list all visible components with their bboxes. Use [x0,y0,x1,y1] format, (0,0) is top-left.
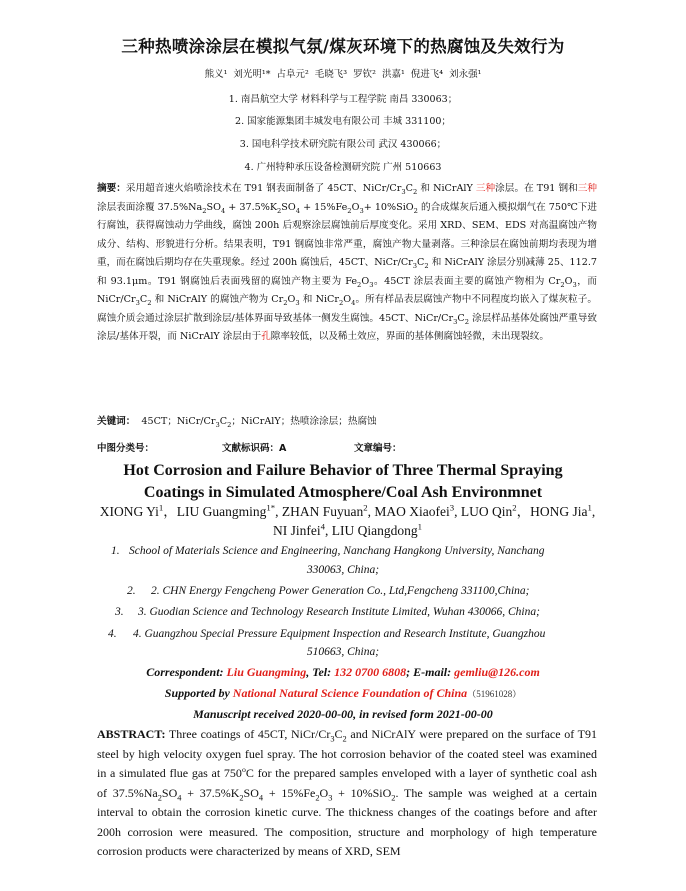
manuscript-dates: Manuscript received 2020-00-00, in revised form 2021-00-00 [193,707,493,721]
english-affiliation-3: 3. Guodian Science and Technology Research Institute Limited, Wuhan 430066, China; [138,606,540,618]
english-title: Hot Corrosion and Failure Behavior of Three Thermal Spraying Coatings in Simulated Atmosphere/Coal Ash Environmnet [123,462,563,501]
telephone: 132 0700 6808 [334,665,407,679]
email-link[interactable]: gemliu@126.com [454,665,540,679]
english-authors: XIONG Yi$^1$，LIU Guangming$^{1*}$, ZHAN Fuyuan$^2$, MAO Xiaofei$^3$, LUO Qin$^2$，HONG Jia$^1$, NI Jinfei$^4$, LIU Qiangdong$^1$ [99,502,596,538]
clc-number: 中图分类号： [97,443,155,454]
correspondent-name: Liu Guangming [226,665,307,679]
english-affiliation-1: School of Materials Science and Engineering, Nanchang Hangkong University, Nanchang [129,545,545,557]
paper-page: 三种热喷涂涂层在模拟气氛/煤灰环境下的热腐蚀及失效行为 熊义¹ 刘光明¹* 占阜元² 毛晓飞³ 罗钦² 洪嘉¹ 倪进飞⁴ 刘永强¹ 1. 南昌航空大学 材料科学与工程学院 南昌 330063； 2. 国家能源集团丰城发电有限公司 丰城 331100； 3. 国电科学技术研究院有限公司 武汉 430066； 4. 广州特种承压设备检测研究院 广州 510663 摘要：采用超音速火焰喷涂技术在 T91 钢表面制备了 45CT、NiCr/$Cr_3C_2$ 和 NiCrAlY 三种涂层。在 T91 钢和三种涂层表面涂覆 $37.5\%Na_2SO_4 + 37.5\%K_2SO_4 + 15\%Fe_2O_3+ 10\%SiO_2$ 的合成煤灰后通入模拟烟气在 750℃下进行腐蚀，获得腐蚀动力学曲线，腐蚀 200h 后观察涂层腐蚀前后厚度变化。采用 XRD、SEM、EDS 对高温腐蚀产物成分、结构、形貌进行分析。结果表明，T91 钢腐蚀非常严重，腐蚀产物大量剥落。三种涂层在腐蚀前期均表现为增重，而在腐蚀后期均存在失重现象。经过 200h 腐蚀后，45CT、NiCr/$Cr_3C_2$ 和 NiCrAlY 涂层分别减薄 25、112.7 和 93.1μm。T91 钢腐蚀后表面残留的腐蚀产物主要为 $Fe_2O_3$。45CT 涂层表面主要的腐蚀产物相为 $Cr_2O_3$，而 NiCr/$Cr_3C_2$ 和 NiCrAlY 的腐蚀产物为 $Cr_2O_3$ 和 $NiCr_2O_4$。所有样品表层腐蚀产物中不同程度均嵌入了煤灰粒子。腐蚀介质会通过涂层扩散到涂层/基体界面导致基体一侧发生腐蚀。45CT、NiCr/$Cr_3C_2$ 涂层样品基体处腐蚀严重导致涂层/基体开裂，而 NiCrAlY 涂层由于孔隙率较低，以及稀土效应，界面的基体侧腐蚀轻微，未出现裂纹。 关键词： 45CT；NiCr/$Cr_3C_2$；NiCrAlY；热喷涂涂层；热腐蚀 中图分类号： 文献标识码：A 文章编号： Hot Corrosion and Failure Behavior of Three Thermal Spraying Coatings in Simulated Atmosphere/Coal Ash Environmnet XIONG Yi$^1$，LIU Guangming$^{1*}$, ZHAN Fuyuan$^2$, MAO Xiaofei$^3$, LUO Qin$^2$，HONG Jia$^1$, NI Jinfei$^4$, LIU Qiangdong$^1$ 1. School of Materials Science and Engineering, Nanchang Hangkong University, Nanchang 330063, China; 2. 2. CHN Energy Fengcheng Power Generation Co., Ltd,Fengcheng 331100,China; 3. 3. Guodian Science and Technology Research Institute Limited, Wuhan 430066, China; 4. 4. Guangzhou Special Pressure Equipment Inspection and Research Institute, Guangzhou 510663, China; Correspondent: Liu Guangming, Tel: 132 0700 6808; E-mail: gemliu@126.com Supported by National Natural Science Foundation of China（51961028） Manuscript received 2020-00-00, in revised form 2021-00-00 ABSTRACT: Three coatings of 45CT, NiCr/$Cr_3C_2$ and NiCrAlY were prepared on the surface of T91 steel by high velocity oxygen fuel spray. The hot corrosion behavior of the coated steel was examined in a simulated flue gas at 750$^o$C for the prepared samples enveloped with a layer of synthetic coal ash of $37.5\%Na_2SO_4 + 37.5\%K_2SO_4 + 15\%Fe_2O_3 + 10\%SiO_2$. The sample was weighed at a certain interval to obtain the corrosion kinetic curve. The thickness changes of the coatings before and after 200h corrosion were measured. The composition, structure and morphology of high temperature corrosion products were characterized by means of XRD, SEM [0,0,686,891]
correspondent-line: Correspondent: Liu Guangming, Tel: 132 0700 6808; E-mail: gemliu@126.com [146,665,540,679]
english-affiliation-3-number: 3. [115,606,124,618]
english-affiliation-2: 2. CHN Energy Fengcheng Power Generation Co., Ltd,Fengcheng 331100,China; [151,585,530,597]
english-affiliation-1-number: 1. [111,545,120,557]
chinese-affiliation-3: 3. 国电科学技术研究院有限公司 武汉 430066； [239,139,447,150]
english-affiliation-4-number: 4. [108,628,117,640]
chinese-affiliation-4: 4. 广州特种承压设备检测研究院 广州 510663 [244,162,442,173]
abstract-label: 摘要： [97,183,126,194]
english-affiliation-2-number: 2. [127,585,136,597]
chinese-affiliation-1: 1. 南昌航空大学 材料科学与工程学院 南昌 330063； [228,94,458,105]
chinese-affiliation-2: 2. 国家能源集团丰城发电有限公司 丰城 331100； [235,116,451,127]
article-number: 文章编号： [354,443,402,454]
funding-agency: National Natural Science Foundation of China [232,686,468,700]
document-code: 文献标识码：A [222,443,287,454]
funding-line: Supported by National Natural Science Foundation of China（51961028） [164,686,522,700]
english-affiliation-4: 4. Guangzhou Special Pressure Equipment Inspection and Research Institute, Guangzhou [133,628,546,640]
english-abstract: ABSTRACT: Three coatings of 45CT, NiCr/$Cr_3C_2$ and NiCrAlY were prepared on the surface of T91 steel by high velocity oxygen fuel spray. The hot corrosion behavior of the coated steel was examined in a simulated flue gas at 750$^o$C for the prepared samples enveloped with a layer of synthetic coal ash of $37.5\%Na_2SO_4 + 37.5\%K_2SO_4 + 15\%Fe_2O_3 + 10\%SiO_2$. The sample was weighed at a certain interval to obtain the corrosion kinetic curve. The thickness changes of the coatings before and after 200h corrosion were measured. The composition, structure and morphology of high temperature corrosion products were characterized by means of XRD, SEM [97,727,598,858]
chinese-keywords: 关键词： 45CT；NiCr/$Cr_3C_2$；NiCrAlY；热喷涂涂层；热腐蚀 [97,416,377,429]
chinese-title: 三种热喷涂涂层在模拟气氛/煤灰环境下的热腐蚀及失效行为 [121,37,565,56]
chinese-abstract: 摘要：采用超音速火焰喷涂技术在 T91 钢表面制备了 45CT、NiCr/$Cr_3C_2$ 和 NiCrAlY 三种涂层。在 T91 钢和三种涂层表面涂覆 $37.5\%Na_2SO_4 + 37.5\%K_2SO_4 + 15\%Fe_2O_3+ 10\%SiO_2$ 的合成煤灰后通入模拟烟气在 750℃下进行腐蚀，获得腐蚀动力学曲线，腐蚀 200h 后观察涂层腐蚀前后厚度变化。采用 XRD、SEM、EDS 对高温腐蚀产物成分、结构、形貌进行分析。结果表明，T91 钢腐蚀非常严重，腐蚀产物大量剥落。三种涂层在腐蚀前期均表现为增重，而在腐蚀后期均存在失重现象。经过 200h 腐蚀后，45CT、NiCr/$Cr_3C_2$ 和 NiCrAlY 涂层分别减薄 25、112.7 和 93.1μm。T91 钢腐蚀后表面残留的腐蚀产物主要为 $Fe_2O_3$。45CT 涂层表面主要的腐蚀产物相为 $Cr_2O_3$，而 NiCr/$Cr_3C_2$ 和 NiCrAlY 的腐蚀产物为 $Cr_2O_3$ 和 $NiCr_2O_4$。所有样品表层腐蚀产物中不同程度均嵌入了煤灰粒子。腐蚀介质会通过涂层扩散到涂层/基体界面导致基体一侧发生腐蚀。45CT、NiCr/$Cr_3C_2$ 涂层样品基体处腐蚀严重导致涂层/基体开裂，而 NiCrAlY 涂层由于孔隙率较低，以及稀土效应，界面的基体侧腐蚀轻微，未出现裂纹。 [97,183,597,342]
chinese-authors: 熊义¹ 刘光明¹* 占阜元² 毛晓飞³ 罗钦² 洪嘉¹ 倪进飞⁴ 刘永强¹ [204,69,482,80]
